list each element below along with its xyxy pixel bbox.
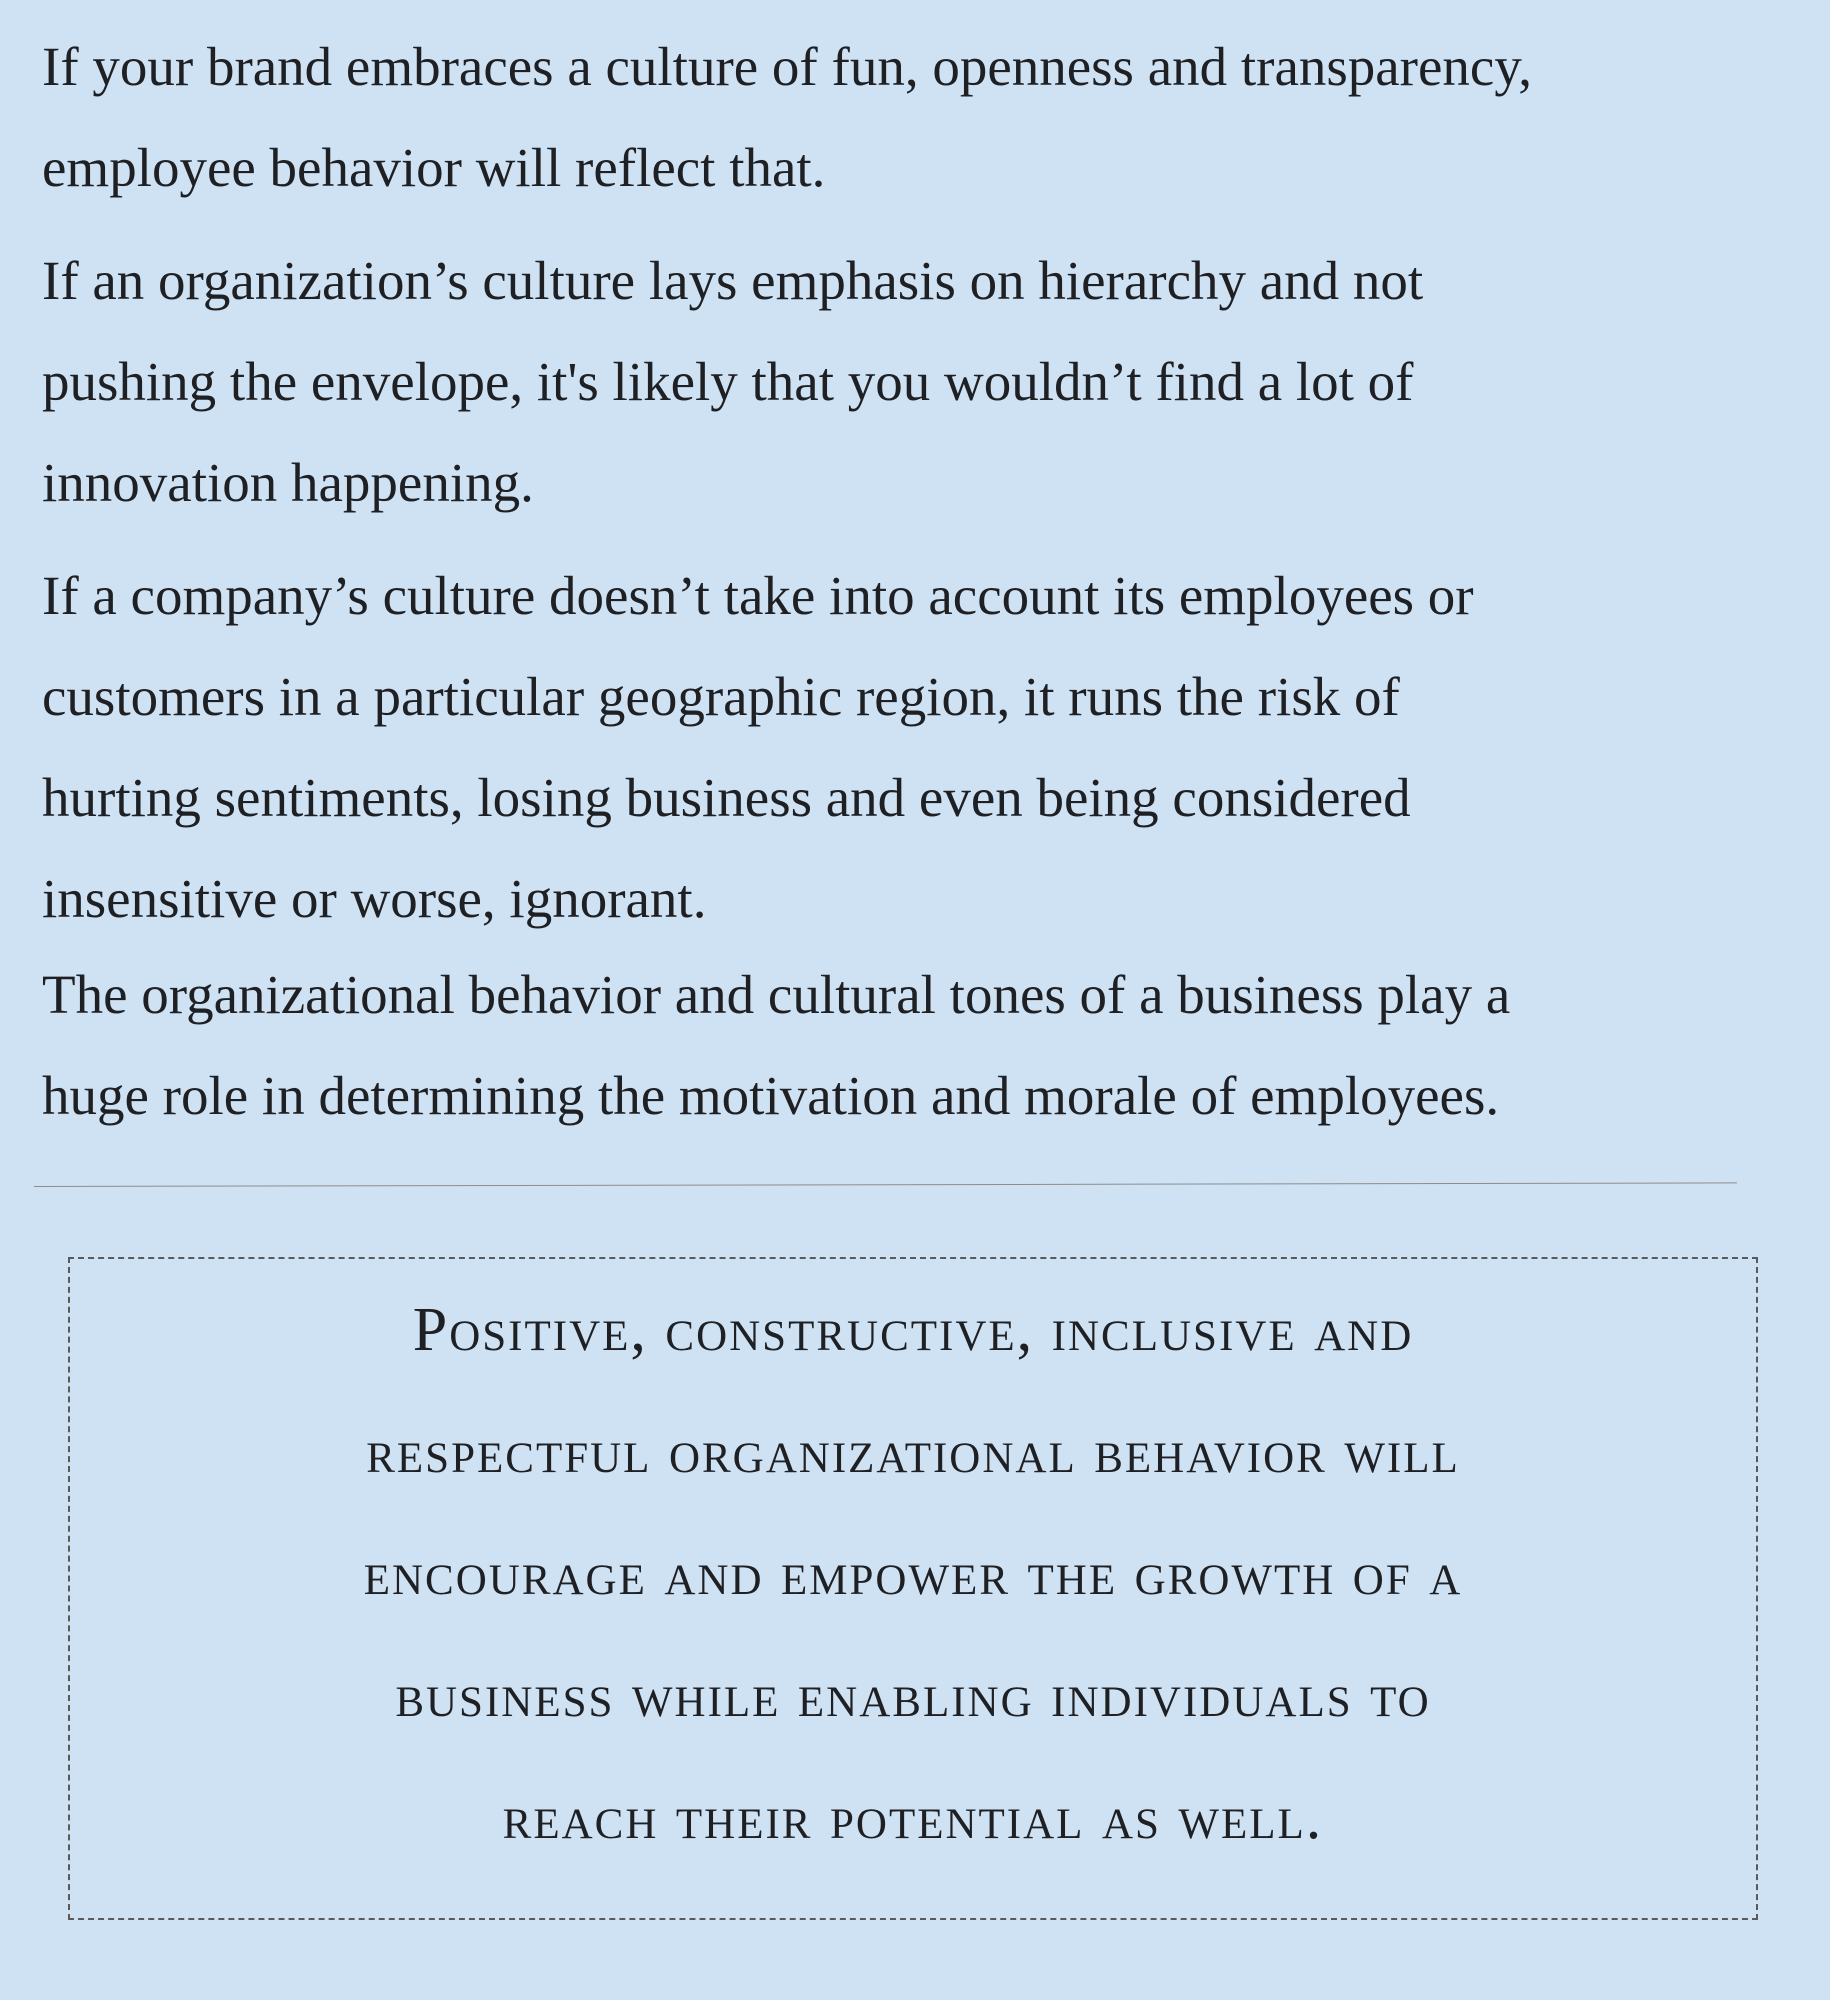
article-body <box>42 16 1802 1146</box>
pull-quote-text: Positive, constructive, inclusive and respectful organizational behavior will encourage and empower the growth of a business while enabling individuals to reach their potential as well. <box>363 1296 1463 1852</box>
paragraph-hierarchy-innovation: If an organization’s culture lays emphasis on hierarchy and not pushing the envelope, it's likely that you wouldn’t find a lot of innovation happening. <box>42 250 1424 513</box>
paragraph-geographic-sensitivity: If a company’s culture doesn’t take into account its employees or customers in a particular geographic region, it runs the risk of hurting sentiments, losing business and even being considered insensitive or worse, ignorant. <box>42 565 1474 929</box>
pull-quote-box <box>68 1257 1758 1920</box>
paragraph-motivation-morale: The organizational behavior and cultural tones of a business play a huge role in determining the motivation and morale of employees. <box>42 964 1511 1126</box>
section-divider <box>34 1182 1737 1187</box>
paragraph-brand-culture: If your brand embraces a culture of fun, openness and transparency, employee behavior will reflect that. <box>42 36 1532 198</box>
